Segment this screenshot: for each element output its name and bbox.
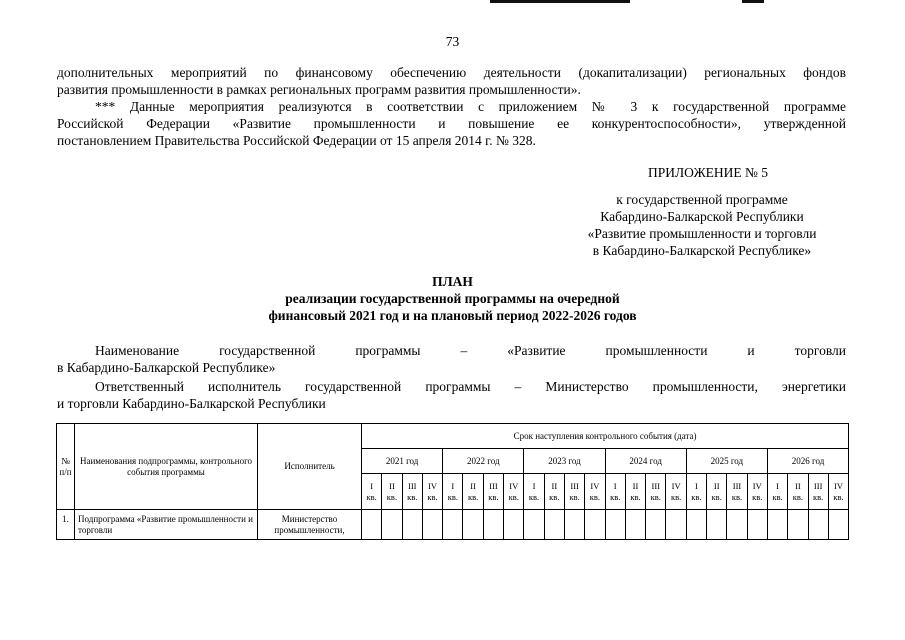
- quarter-header: [747, 474, 767, 510]
- date-cell: [727, 510, 747, 540]
- footnote-line-2: развития промышленности в рамках региональных программ развития промышленности».: [57, 82, 581, 97]
- col-executor-header: Исполнитель: [258, 424, 362, 510]
- quarter-label: III: [651, 480, 661, 491]
- quarter-header: [707, 474, 727, 510]
- quarter-suffix: кв.: [366, 491, 377, 502]
- quarter-suffix: кв.: [508, 491, 519, 502]
- program-name-line-2: в Кабардино-Балкарской Республике»: [57, 360, 276, 375]
- date-cell: [808, 510, 828, 540]
- date-cell: [443, 510, 463, 540]
- date-cell: [686, 510, 706, 540]
- quarter-label: III: [570, 480, 579, 491]
- col-number-header: № п/п: [57, 424, 75, 510]
- program-resp-line-2: и торговли Кабардино-Балкарской Республики: [57, 396, 326, 411]
- date-cell: [524, 510, 544, 540]
- col-period-header: Срок наступления контрольного события (дата): [362, 424, 849, 449]
- plan-subtitle-2: финансовый 2021 год и на плановый период 2022-2026 годов: [268, 308, 637, 323]
- scan-mark-1: [490, 0, 630, 3]
- quarter-header: [504, 474, 524, 510]
- quarter-suffix: кв.: [650, 491, 661, 502]
- footnote-line-3: *** Данные мероприятия реализуются в соответствии с приложением № 3 к государственной программе: [95, 99, 846, 114]
- quarter-label: I: [613, 480, 617, 491]
- quarter-suffix: кв.: [427, 491, 438, 502]
- page-number: 73: [445, 34, 460, 49]
- quarter-suffix: кв.: [630, 491, 641, 502]
- date-cell: [402, 510, 422, 540]
- quarter-label: IV: [671, 480, 681, 491]
- quarter-suffix: кв.: [407, 491, 418, 502]
- quarter-suffix: кв.: [467, 491, 479, 502]
- quarter-suffix: кв.: [670, 491, 682, 502]
- quarter-suffix: кв.: [691, 491, 702, 502]
- quarter-label: III: [732, 480, 742, 491]
- plan-heading: ПЛАН: [432, 274, 473, 289]
- quarter-label: IV: [590, 480, 600, 491]
- date-cell: [605, 510, 625, 540]
- quarter-header: [767, 474, 787, 510]
- year-header: 2026 год: [767, 449, 848, 474]
- quarter-suffix: кв.: [752, 491, 763, 502]
- quarter-header: [524, 474, 544, 510]
- quarter-suffix: кв.: [813, 491, 824, 502]
- quarter-label: IV: [752, 480, 762, 491]
- quarter-label: I: [532, 480, 536, 491]
- quarter-label: I: [694, 480, 698, 491]
- scan-mark-2: [742, 0, 764, 3]
- quarter-label: III: [407, 480, 417, 491]
- date-cell: [504, 510, 524, 540]
- quarter-label: III: [813, 480, 823, 491]
- quarter-label: IV: [428, 480, 438, 491]
- appendix-subtitle: [564, 191, 840, 259]
- quarter-header: [828, 474, 848, 510]
- footnote-line-5: постановлением Правительства Российской Федерации от 15 апреля 2014 г. № 328.: [57, 133, 536, 148]
- date-cell: [625, 510, 645, 540]
- date-cell: [646, 510, 666, 540]
- date-cell: [544, 510, 564, 540]
- quarter-header: [564, 474, 584, 510]
- quarter-header: [402, 474, 422, 510]
- year-header: 2023 год: [524, 449, 605, 474]
- quarter-header: [422, 474, 442, 510]
- quarter-label: III: [489, 480, 498, 491]
- quarter-label: II: [551, 480, 558, 491]
- plan-subtitle-1: реализации государственной программы на очередной: [285, 291, 620, 306]
- quarter-label: II: [389, 480, 395, 491]
- date-cell: [767, 510, 787, 540]
- date-cell: [463, 510, 483, 540]
- appendix-line-4: в Кабардино-Балкарской Республике»: [592, 243, 812, 258]
- quarter-suffix: кв.: [569, 491, 580, 502]
- footnote-line-1: дополнительных мероприятий по финансовому обеспечению деятельности (докапитализации) региональных фондов: [57, 65, 846, 80]
- quarter-header: [788, 474, 808, 510]
- quarter-label: IV: [833, 480, 843, 491]
- quarter-header: [666, 474, 686, 510]
- quarter-header: [443, 474, 463, 510]
- quarter-label: II: [470, 480, 476, 491]
- quarter-header: [686, 474, 706, 510]
- row-number: 1.: [57, 510, 75, 540]
- date-cell: [707, 510, 727, 540]
- year-header: 2025 год: [686, 449, 767, 474]
- date-cell: [585, 510, 605, 540]
- col-name-header: Наименования подпрограммы, контрольного события программы: [75, 424, 258, 510]
- date-cell: [828, 510, 848, 540]
- quarter-suffix: кв.: [447, 491, 458, 502]
- quarter-header: [605, 474, 625, 510]
- quarter-header: [808, 474, 828, 510]
- date-cell: [666, 510, 686, 540]
- program-responsible: [57, 378, 846, 412]
- quarter-header: [483, 474, 503, 510]
- quarter-suffix: кв.: [549, 491, 560, 502]
- quarter-header: [382, 474, 402, 510]
- appendix-line-2: Кабардино-Балкарской Республики: [600, 209, 804, 224]
- date-cell: [564, 510, 584, 540]
- quarter-label: II: [713, 480, 720, 491]
- quarter-header: [625, 474, 645, 510]
- quarter-suffix: кв.: [731, 491, 743, 502]
- plan-table: [56, 423, 849, 540]
- row-name: Подпрограмма «Развитие промышленности и торговли: [75, 510, 258, 540]
- quarter-label: I: [370, 480, 374, 491]
- date-cell: [362, 510, 382, 540]
- year-header: 2022 год: [443, 449, 524, 474]
- program-name: [57, 342, 846, 376]
- year-header: 2024 год: [605, 449, 686, 474]
- quarter-header: [585, 474, 605, 510]
- row-executor: Министерство промышленности,: [258, 510, 362, 540]
- footnote-text: [57, 64, 846, 149]
- quarter-suffix: кв.: [833, 491, 844, 502]
- date-cell: [422, 510, 442, 540]
- date-cell: [747, 510, 767, 540]
- quarter-suffix: кв.: [386, 491, 398, 502]
- footnote-line-4: Российской Федерации «Развитие промышленности и повышение ее конкурентоспособности», утвержденной: [57, 116, 846, 131]
- quarter-label: IV: [509, 480, 519, 491]
- program-name-line-1: Наименование государственной программы – «Развитие промышленности и торговли: [95, 343, 846, 358]
- quarter-suffix: кв.: [488, 491, 499, 502]
- quarter-suffix: кв.: [772, 491, 783, 502]
- quarter-suffix: кв.: [610, 491, 621, 502]
- quarter-suffix: кв.: [711, 491, 722, 502]
- appendix-title: ПРИЛОЖЕНИЕ № 5: [648, 165, 769, 180]
- quarter-label: I: [776, 480, 779, 491]
- quarter-header: [463, 474, 483, 510]
- quarter-suffix: кв.: [589, 491, 601, 502]
- program-resp-line-1: Ответственный исполнитель государственной программы – Министерство промышленности, энергетики: [95, 379, 846, 394]
- appendix-line-3: «Развитие промышленности и торговли: [587, 226, 817, 241]
- quarter-label: I: [451, 480, 455, 491]
- quarter-header: [362, 474, 382, 510]
- appendix-line-1: к государственной программе: [616, 192, 788, 207]
- date-cell: [483, 510, 503, 540]
- quarter-suffix: кв.: [792, 491, 804, 502]
- quarter-header: [646, 474, 666, 510]
- quarter-header: [544, 474, 564, 510]
- date-cell: [788, 510, 808, 540]
- year-header: 2021 год: [362, 449, 443, 474]
- quarter-header: [727, 474, 747, 510]
- quarter-suffix: кв.: [528, 491, 540, 502]
- date-cell: [382, 510, 402, 540]
- quarter-label: II: [795, 480, 801, 491]
- quarter-label: II: [632, 480, 639, 491]
